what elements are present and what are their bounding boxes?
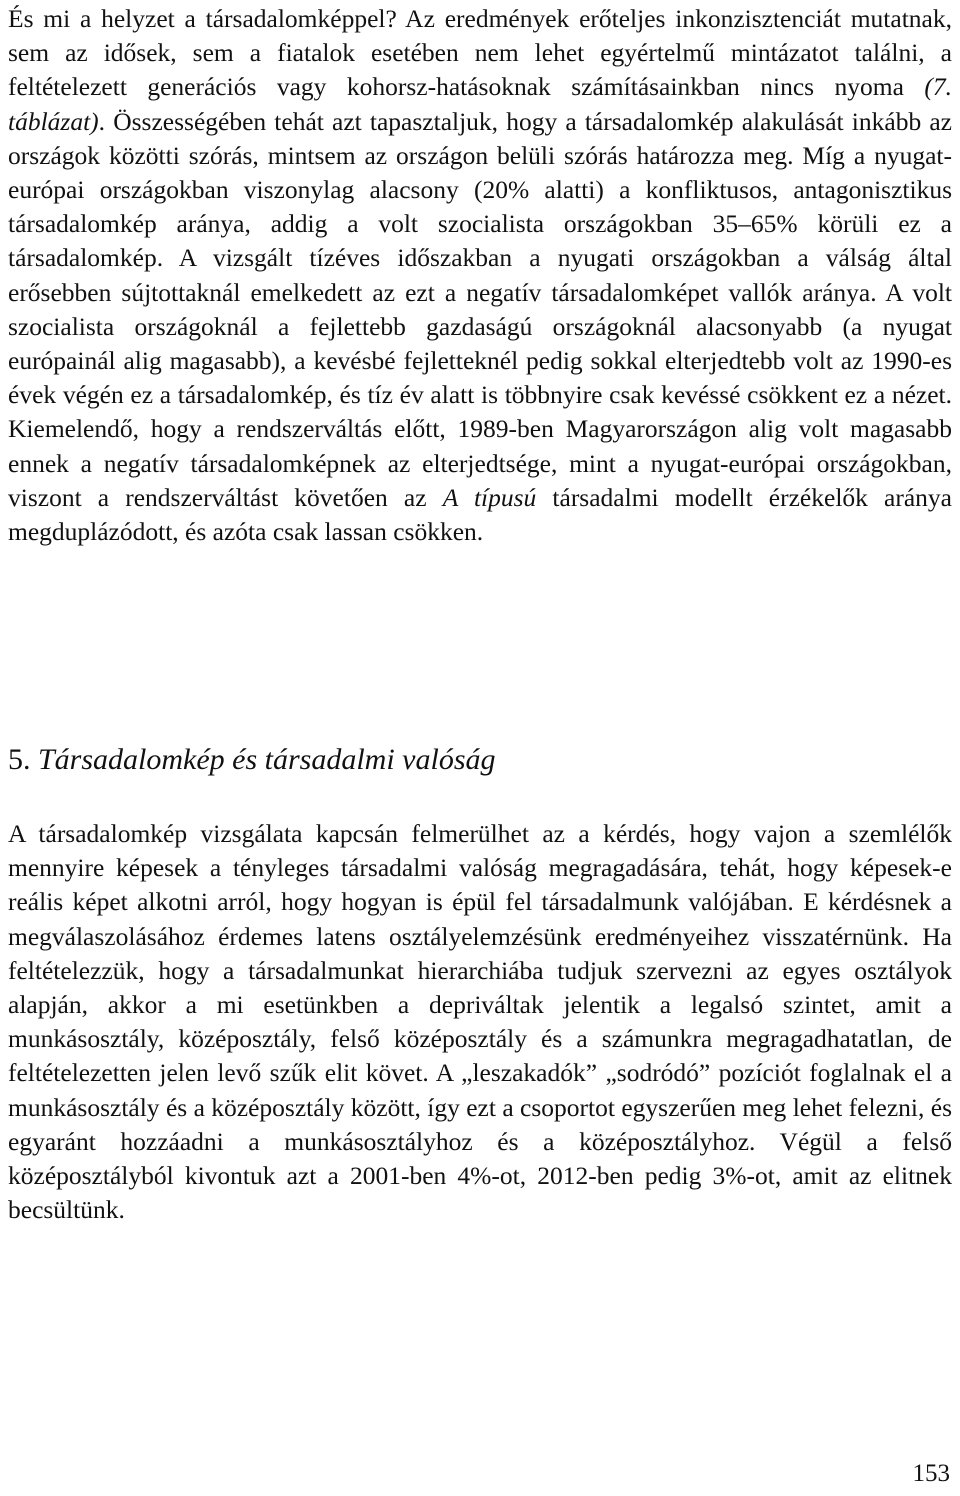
paragraph-text: . Összességében tehát azt tapasztaljuk, hogy a társadalomkép alakulását inkább az országok közötti szórás, mintsem az országon belüli szórás határozza meg. Míg a nyugat-európai országokban viszonylag alacsony (20% alatti) a konfliktusos, antagonisztikus társadalomkép aránya, addig a volt szocialista országokban 35–65% körüli ez a társadalomkép. A vizsgált tízéves időszakban a nyugati országokban a válság által erősebben sújtottaknál emelkedett az ezt a negatív társadalomképet vallók aránya. A volt szocialista országoknál a fejlettebb gazdaságú országoknál alacsonyabb (a nyugat európainál alig magasabb), a kevésbé fejletteknél pedig sokkal elterjedtebb volt az 1990-es évek végén ez a társadalomkép, és tíz év alatt is többnyire csak kevéssé csökkent ez a nézet. Kiemelendő, hogy a rendszerváltás előtt, 1989-ben Magyarországon alig volt magasabb ennek a negatív társadalomképnek az elterjedtsége, mint a nyugat-európai országokban, viszont a rendszerváltást követően az: [8, 106, 952, 512]
paragraph-text: társadalmi modellt érzékelők aránya megduplázódott, és azóta csak lassan csökken.: [8, 482, 952, 547]
model-term: A típusú: [442, 482, 537, 512]
paragraph-text: És mi a helyzet a társadalomképpel? Az eredmények erőteljes inkonzisztenciát mutatnak, sem az idősek, sem a fiatalok esetében nem lehet egyértelmű mintázatot találni, a feltételezett generációs vagy kohorsz-hatásoknak számításainkban nincs nyoma: [8, 4, 952, 102]
section-heading: [8, 742, 496, 778]
body-paragraph: [8, 2, 952, 549]
section-title: Társadalomkép és társadalmi valóság: [38, 743, 496, 776]
document-page: [8, 0, 952, 1496]
page-number: 153: [912, 1460, 950, 1487]
body-paragraph: A társadalomkép vizsgálata kapcsán felmerülhet az a kérdés, hogy vajon a szemlélők mennyire képesek a tényleges társadalmi valóság megragadására, tehát, hogy képesek-e reális képet alkotni arról, hogy hogyan is épül fel társadalmunk valójában. E kérdésnek a megválaszolásához érdemes latens osztályelemzésünk eredményeihez visszatérnünk. Ha feltételezzük, hogy a társadalmunkat hierarchiába tudjuk szervezni az egyes osztályok alapján, akkor a mi esetünkben a depriváltak jelentik a legalsó szintet, amit a munkásosztály, középosztály, felső középosztály és a számunkra megragadhatatlan, de feltételezetten jelen levő szűk elit követ. A „leszakadók” „sodródó” pozíciót foglalnak el a munkásosztály és a középosztály között, így ezt a csoportot egyszerűen meg lehet felezni, és egyaránt hozzáadni a munkásosztályhoz és a középosztályhoz. Végül a felső középosztályból kivontuk azt a 2001-ben 4%-ot, 2012-ben pedig 3%-ot, amit az elitnek becsültünk.: [8, 819, 952, 1225]
section-number: 5.: [8, 743, 31, 776]
table-reference: (7. táblázat): [8, 72, 952, 136]
